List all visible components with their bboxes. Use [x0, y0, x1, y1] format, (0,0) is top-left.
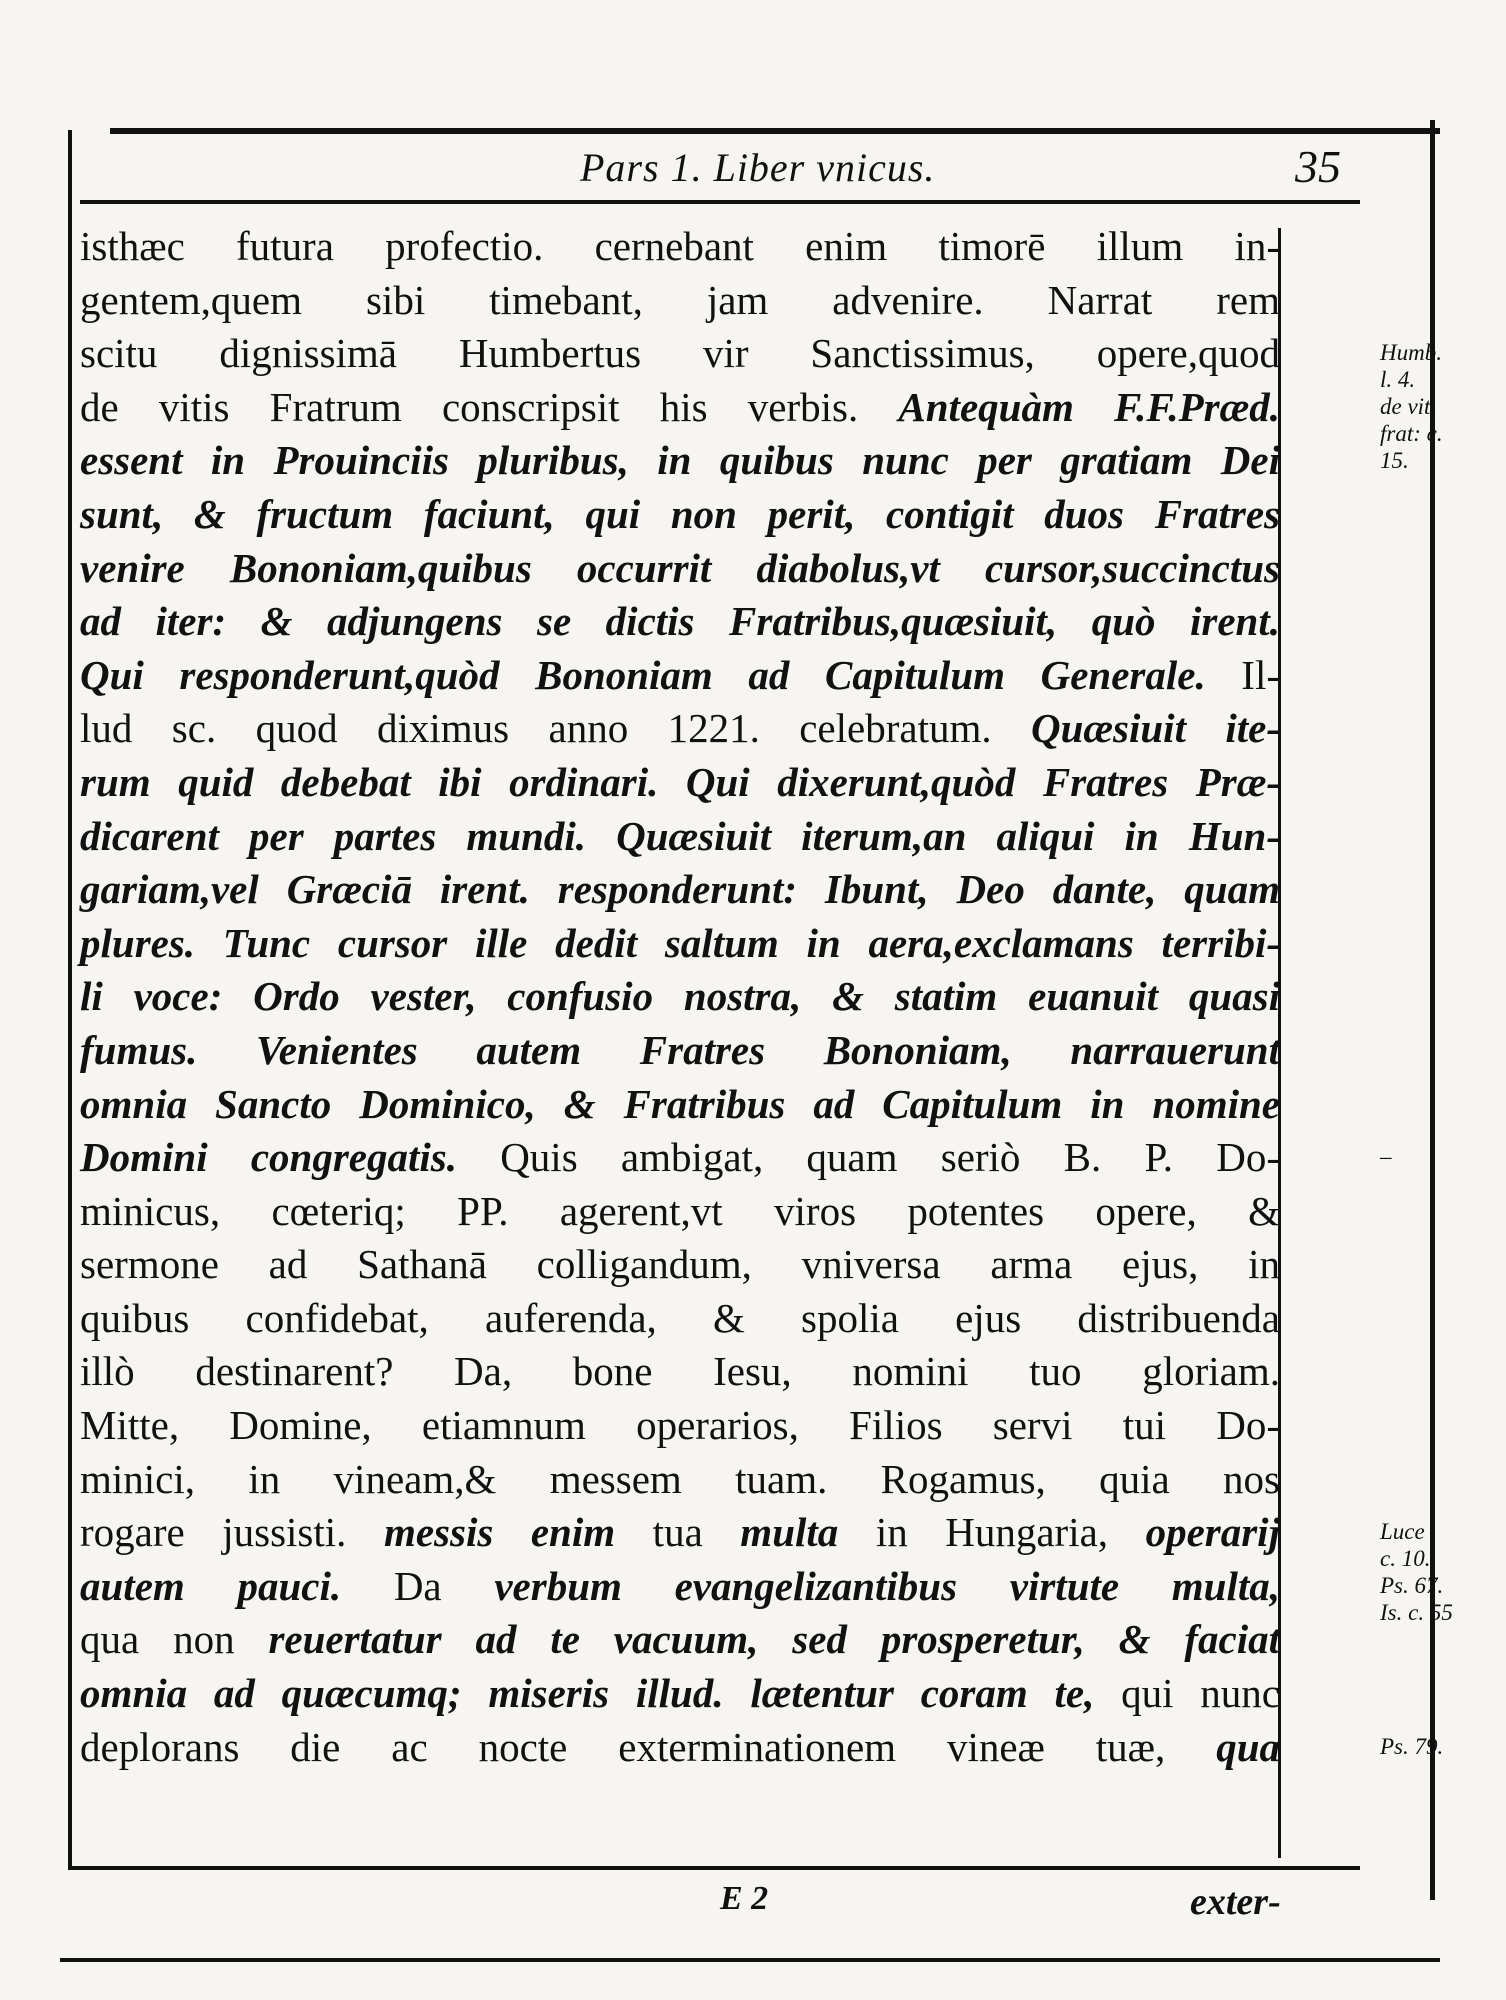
italic-text: plures. Tunc cursor ille dedit saltum in aera,exclamans terribi-	[80, 919, 1280, 966]
italic-text: Antequàm F.F.Præd.	[898, 383, 1280, 430]
margin-note-line: Humb.	[1380, 340, 1442, 366]
italic-text: Quæsiuit ite-	[1031, 705, 1280, 752]
margin-note-line: –	[1380, 1144, 1392, 1170]
running-head	[110, 140, 1360, 200]
top-rule	[110, 128, 1440, 134]
text-line	[80, 1024, 1280, 1078]
text-line	[80, 595, 1280, 649]
text-line	[80, 434, 1280, 488]
roman-text: minicus, cœteriq; PP. agerent,vt viros potentes opere, &	[80, 1187, 1280, 1234]
roman-text: Da	[393, 1562, 495, 1609]
margin-note-line: frat: c.	[1380, 421, 1443, 447]
text-line	[80, 702, 1280, 756]
roman-text: tua	[652, 1509, 741, 1556]
italic-text: qua	[1216, 1723, 1280, 1770]
italic-text: rum quid debebat ibi ordinari. Qui dixerunt,quòd Fratres Præ-	[80, 758, 1280, 805]
roman-text: isthæc futura profectio. cernebant enim timorē illum in-	[80, 223, 1280, 269]
italic-text: Domini congregatis.	[80, 1134, 501, 1181]
text-line	[80, 1078, 1280, 1132]
text-line	[80, 756, 1280, 810]
roman-text: illò destinarent? Da, bone Iesu, nomini tuo gloriam.	[80, 1348, 1280, 1395]
text-line	[80, 1667, 1280, 1721]
page-number: 35	[1295, 141, 1341, 192]
italic-text: omnia Sancto Dominico, & Fratribus ad Capitulum in nomine	[80, 1080, 1280, 1127]
roman-text: scitu dignissimā Humbertus vir Sanctissimus, opere,quod	[80, 330, 1280, 377]
roman-text: gentem,quem sibi timebant, jam advenire. Narrat rem	[80, 276, 1280, 323]
italic-text: sunt, & fructum faciunt, qui non perit, contigit duos Fratres	[80, 490, 1280, 537]
italic-text: venire Bononiam,quibus occurrit diabolus,vt cursor,succinctus	[80, 544, 1280, 591]
text-line	[80, 1613, 1280, 1667]
roman-text: Quis ambigat, quam seriò B. P. Do-	[500, 1134, 1280, 1181]
text-line	[80, 1453, 1280, 1507]
italic-text: omnia ad quæcumq; miseris illud. lætentur coram te,	[80, 1670, 1122, 1717]
text-line	[80, 1560, 1280, 1614]
italic-text: multa	[740, 1509, 876, 1556]
bottom-outer-rule	[60, 1958, 1440, 1962]
italic-text: gariam,vel Græciā irent. responderunt: Ibunt, Deo dante, quam	[80, 866, 1280, 913]
text-line	[80, 327, 1280, 381]
text-line	[80, 970, 1280, 1024]
roman-text: lud sc. quod diximus anno 1221. celebratum.	[80, 705, 1032, 752]
text-line	[80, 649, 1280, 703]
roman-text: qua non	[80, 1616, 269, 1663]
margin-note-line: l. 4.	[1380, 367, 1416, 393]
text-line	[80, 274, 1280, 328]
margin-note-line: Luce	[1380, 1519, 1425, 1545]
italic-text: reuertatur ad te vacuum, sed prosperetur, & faciat	[268, 1616, 1280, 1663]
italic-text: Qui responderunt,quòd Bononiam ad Capitulum Generale.	[80, 651, 1242, 698]
text-line	[80, 1185, 1280, 1239]
margin-note-line: c. 10.	[1380, 1546, 1431, 1572]
italic-text: autem pauci.	[80, 1562, 394, 1609]
italic-text: operarij	[1145, 1509, 1280, 1556]
italic-text: dicarent per partes mundi. Quæsiuit iterum,an aliqui in Hun-	[80, 812, 1280, 859]
text-line	[80, 810, 1280, 864]
roman-text: in Hungaria,	[875, 1509, 1146, 1556]
roman-text: sermone ad Sathanā colligandum, vniversa arma ejus, in	[80, 1241, 1280, 1288]
text-line	[80, 1506, 1280, 1560]
margin-note	[1380, 1143, 1392, 1170]
text-line	[80, 1131, 1280, 1185]
text-line	[80, 542, 1280, 596]
italic-text: fumus. Venientes autem Fratres Bononiam, narrauerunt	[80, 1026, 1280, 1073]
signature-mark: E 2	[720, 1880, 769, 1917]
running-title: Pars 1. Liber vnicus.	[580, 145, 936, 190]
main-text	[80, 220, 1453, 1774]
italic-text: ad iter: & adjungens se dictis Fratribus,quæsiuit, quò irent.	[80, 598, 1280, 645]
text-line	[80, 381, 1280, 435]
header-rule	[80, 200, 1360, 204]
margin-note-line: Ps. 79.	[1380, 1733, 1444, 1759]
roman-text: qui nunc	[1121, 1670, 1280, 1717]
text-line	[80, 1721, 1280, 1775]
text-line	[80, 488, 1280, 542]
italic-text: li voce: Ordo vester, confusio nostra, & statim euanuit quasi	[80, 973, 1280, 1020]
bottom-rule	[70, 1866, 1360, 1870]
text-line	[80, 1345, 1280, 1399]
footer	[80, 1880, 1340, 1940]
roman-text: deplorans die ac nocte exterminationem vineæ tuæ,	[80, 1723, 1217, 1770]
catchword: exter-	[1190, 1881, 1281, 1923]
left-frame-line	[68, 130, 72, 1870]
italic-text: verbum evangelizantibus virtute multa,	[494, 1562, 1281, 1609]
margin-note-line: Ps. 67.	[1380, 1573, 1444, 1599]
roman-text: rogare jussisti.	[80, 1509, 384, 1556]
roman-text: Il-	[1241, 651, 1280, 698]
roman-text: quibus confidebat, auferenda, & spolia ejus distribuenda	[80, 1294, 1280, 1341]
roman-text: de vitis Fratrum conscripsit his verbis.	[80, 383, 899, 430]
italic-text: messis enim	[383, 1509, 653, 1556]
margin-note	[1380, 339, 1443, 474]
text-line	[80, 220, 1280, 274]
roman-text: minici, in vineam,& messem tuam. Rogamus, quia nos	[80, 1455, 1280, 1502]
text-line	[80, 1399, 1280, 1453]
margin-note-line: de vit.	[1380, 394, 1437, 420]
margin-note	[1380, 1733, 1443, 1760]
text-line	[80, 1238, 1280, 1292]
text-line	[80, 917, 1280, 971]
text-line	[80, 863, 1280, 917]
roman-text: Mitte, Domine, etiamnum operarios, Filios servi tui Do-	[80, 1402, 1280, 1449]
margin-note-line: Is. c. 55	[1380, 1600, 1453, 1626]
margin-note	[1380, 1518, 1453, 1626]
margin-note-line: 15.	[1380, 448, 1409, 474]
text-line	[80, 1292, 1280, 1346]
italic-text: essent in Prouinciis pluribus, in quibus nunc per gratiam Dei	[80, 437, 1280, 484]
